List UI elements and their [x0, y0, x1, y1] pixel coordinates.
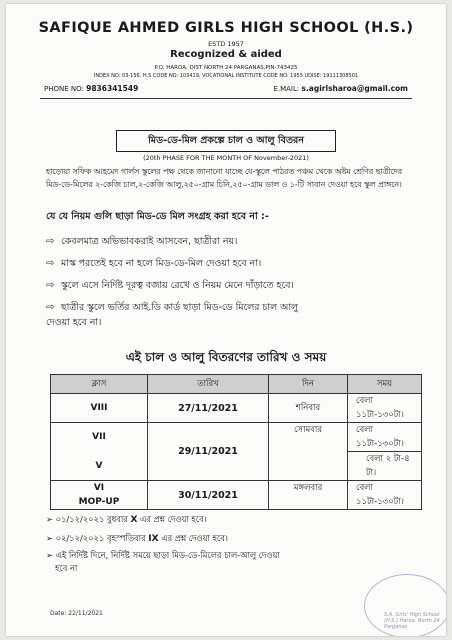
seal-text: S.A. Girls' High School (H.S.) Haroa, North 24 Parganas	[384, 612, 440, 630]
day-cell: সোমবার	[269, 423, 348, 481]
phone: PHONE NO: 9836341549	[44, 84, 139, 93]
table-row	[51, 481, 422, 496]
date-cell: 29/11/2021	[148, 423, 269, 481]
schedule-table	[50, 374, 422, 510]
date-cell: 27/11/2021	[148, 394, 269, 423]
table-header-row	[51, 375, 422, 394]
arrow-icon: ⇨	[46, 280, 55, 291]
time-cell: বেলা ১১টা-১৩০টা।	[348, 481, 422, 510]
notice-page	[6, 4, 446, 636]
col-header: দিন	[269, 375, 348, 394]
col-header: ক্লাস	[51, 375, 148, 394]
rule-item: ⇨ ছাত্রীর স্কুলে ভর্তির আই.ডি কার্ড ছাড়া মিড-ডে মিলের চাল আলু দেওয়া হবে না।	[46, 302, 299, 328]
table-row	[51, 394, 422, 423]
note-item: ➢ ০২/১২/২০২১ বৃহস্পতিবার IX এর প্রশ্ন দেওয়া হবে।	[46, 533, 228, 544]
time-cell: বেলা ২ টা-৪ টা।	[348, 452, 422, 481]
rule-item: ⇨ স্কুলে এসে নির্দিষ্ট দূরত্ব বজায় রেখে ও নিয়ম মেনে দাঁড়াতে হবে।	[46, 280, 294, 291]
class-cell: VI	[51, 481, 148, 496]
school-name: SAFIQUE AHMED GIRLS HIGH SCHOOL (H.S.)	[38, 20, 414, 36]
class-cell: VIII	[51, 394, 148, 423]
notice-paragraph: হাড়োয়া সফিক আহমেদ গার্লস স্কুলের পক্ষ থেকে জানানো যাচ্ছে যে-স্কুলে পাঠরত পঞ্চম থেকে অষ্টম শ্রেণির ছাত্রীদের মিড-ডে-মিলের ২-কেজি চাল,২-কেজি আলু,২৫০-গ্রাম চিনি,২৫০-গ্রাম ডাল ও ১-টি সাবান দেওয়া হবে স্কুল প্রাঙ্গনে।	[46, 167, 403, 189]
class-cell: V	[51, 452, 148, 481]
note-item: ➢ ০১/১২/২০২১ বুধবার X এর প্রশ্ন দেওয়া হবে।	[46, 514, 207, 525]
arrow-icon: ➢	[46, 514, 56, 524]
time-cell: বেলা ১১টা-১৩০টা।	[348, 423, 422, 452]
rules-heading: যে যে নিয়ম গুলি ছাড়া মিড-ডে মিল সংগ্রহ করা হবে না :-	[46, 211, 269, 222]
class-cell: VII	[51, 423, 148, 452]
time-cell: বেলা ১১টা-১৩০টা।	[348, 394, 422, 423]
col-header: সময়	[348, 375, 422, 394]
table-row	[51, 423, 422, 452]
footer-date: Date: 22/11/2021	[50, 610, 103, 617]
rule-item: ⇨ কেবলমাত্র অভিভাবকরাই আসবেন, ছাত্রীরা নয়।	[46, 236, 238, 247]
notice-title: মিড-ডে-মিল প্রকল্পে চাল ও আলু বিতরন	[116, 130, 336, 152]
arrow-icon: ➢	[46, 550, 56, 560]
arrow-icon: ⇨	[46, 236, 55, 247]
col-header: তারিখ	[148, 375, 269, 394]
recognized-label: Recognized & aided	[170, 49, 282, 60]
email: E.MAIL: s.agirlsharoa@gmail.com	[273, 84, 408, 93]
rule-item: ⇨ মাস্ক পরতেই হবে না হলে মিড-ডে-মিল দেওয়া হবে না।	[46, 258, 262, 269]
school-codes: INDEX NO: 03-156, H.S CODE NO: 103419, VOCATIONAL INSTITUTE CODE NO: 1955 UDISE: 19111308501	[93, 73, 359, 79]
arrow-icon: ⇨	[46, 258, 55, 269]
schedule-heading: এই চাল ও আলু বিতরণের তারিখ ও সময়	[125, 350, 327, 364]
estd: ESTD 1957	[208, 40, 244, 48]
arrow-icon: ➢	[46, 533, 56, 543]
day-cell: মঙ্গলবার	[269, 481, 348, 510]
header-divider	[40, 98, 412, 99]
phase-label: (20th PHASE FOR THE MONTH OF November-2021)	[143, 154, 309, 162]
note-item: ➢ এই নির্দিষ্ট দিনে, নির্দিষ্ট সময়ে ছাড়া মিড-ডে-মিলের চাল-আলু দেওয়া হবে না	[46, 550, 280, 573]
class-cell: MOP-UP	[51, 495, 148, 510]
date-cell: 30/11/2021	[148, 481, 269, 510]
day-cell: শনিবার	[269, 394, 348, 423]
school-address: P.O. HAROA, DIST NORTH 24 PARGANAS,PIN-743425	[154, 65, 298, 71]
arrow-icon: ⇨	[46, 302, 55, 313]
